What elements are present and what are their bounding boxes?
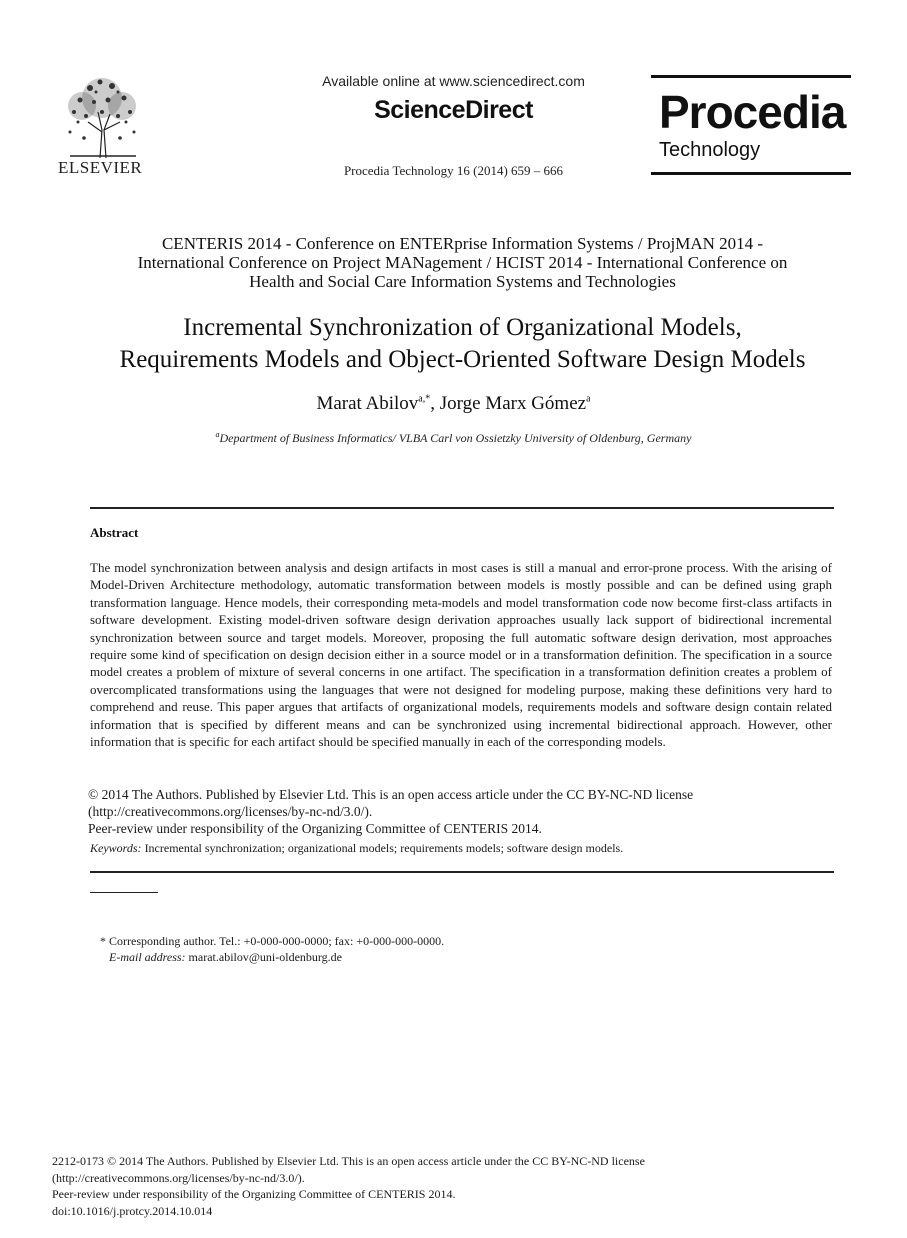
copyright-line-1: © 2014 The Authors. Published by Elsevier Ltd. This is an open access article under the CC BY-NC-ND license: [88, 787, 694, 802]
bottom-divider: [90, 871, 834, 873]
conference-line-2: International Conference on Project MANagement / HCIST 2014 - International Conference on: [137, 253, 788, 272]
keywords-label: Keywords:: [90, 841, 142, 855]
journal-reference: Procedia Technology 16 (2014) 659 – 666: [343, 163, 564, 178]
sciencedirect-logo: ScienceDirect: [374, 96, 533, 124]
available-online-text: Available online at www.sciencedirect.com: [322, 73, 585, 89]
author-list: [0, 393, 907, 415]
copyright-block: [88, 786, 838, 837]
corresponding-mark: *: [425, 393, 431, 405]
procedia-top-bar: [651, 75, 851, 78]
author-2-affil-mark: a: [586, 393, 591, 405]
keywords-text: Incremental synchronization; organizational models; requirements models; software design models.: [141, 841, 624, 855]
procedia-bottom-bar: [651, 172, 851, 175]
author-1: Marat Abilov: [316, 393, 419, 414]
abstract-body: The model synchronization between analysis and design artifacts in most cases is still a manual and error-prone process. With the arising of Model-Driven Architecture methodology, automatic transformation between models is mostly possible and can be defined using graph transformation language. Hence models, their corresponding meta-models and model transformation code now become first-class artifacts in software development. Existing model-driven software design derivation approaches usually lack support of bidirectional incremental synchronization between source and target models. Moreover, proposing the full automatic software design derivation, most approaches require some kind of specification on design decision either in a source model or in a transformation definition. The specification in a source model creates a problem of mixture of several concerns in one artifact. The specification in a transformation definition creates a problem of overcomplicated transformations using the languages that were not designed for modeling purpose, making these definitions very hard to comprehend and reuse. This paper argues that artifacts of organizational models, requirements models and software design contain related information that is specified by different means and can be synchronized using incremental bidirectional approach. However, other information that is specific for each artifact should be specified manually in each of the corresponding models.: [90, 560, 832, 750]
author-1-affil-mark: a,: [418, 393, 426, 405]
elsevier-wordmark: ELSEVIER: [58, 158, 143, 177]
affiliation: [0, 430, 907, 446]
footnote-rule: [90, 892, 158, 893]
procedia-name: Procedia: [659, 86, 846, 138]
paper-title: [40, 312, 885, 376]
abstract-heading: Abstract: [90, 525, 139, 540]
top-divider: [90, 507, 834, 509]
keywords: [90, 841, 832, 856]
bottom-license-block: [52, 1153, 852, 1219]
email-line: [100, 949, 800, 965]
conference-line-3: Health and Social Care Information Systems and Technologies: [249, 272, 676, 291]
license-link[interactable]: (http://creativecommons.org/licenses/by-nc-nd/3.0/).: [88, 804, 373, 819]
email-address[interactable]: marat.abilov@uni-oldenburg.de: [185, 950, 343, 964]
issn-copyright-line: 2212-0173 © 2014 The Authors. Published by Elsevier Ltd. This is an open access article under the CC BY-NC-ND license: [52, 1154, 645, 1168]
author-2: , Jorge Marx Gómez: [430, 393, 587, 414]
affiliation-mark: a: [215, 430, 220, 439]
email-label: E-mail address:: [109, 950, 186, 964]
title-line-2: Requirements Models and Object-Oriented Software Design Models: [119, 346, 806, 373]
title-line-1: Incremental Synchronization of Organizational Models,: [183, 314, 742, 341]
bottom-license-link[interactable]: (http://creativecommons.org/licenses/by-nc-nd/3.0/).: [52, 1170, 305, 1185]
bottom-peer-review-line: Peer-review under responsibility of the Organizing Committee of CENTERIS 2014.: [52, 1187, 456, 1202]
procedia-logo: [651, 75, 851, 176]
corresponding-author-note: * Corresponding author. Tel.: +0-000-000-0000; fax: +0-000-000-0000.: [100, 934, 445, 948]
procedia-subtitle: Technology: [659, 139, 761, 161]
conference-line-1: CENTERIS 2014 - Conference on ENTERprise Information Systems / ProjMAN 2014 -: [161, 234, 764, 253]
affiliation-text: Department of Business Informatics/ VLBA Carl von Ossietzky University of Oldenburg, Germany: [219, 431, 692, 445]
footnote: [100, 933, 800, 965]
conference-name: [60, 234, 865, 291]
doi-line[interactable]: doi:10.1016/j.protcy.2014.10.014: [52, 1203, 213, 1218]
peer-review-line: Peer-review under responsibility of the Organizing Committee of CENTERIS 2014.: [88, 821, 542, 836]
